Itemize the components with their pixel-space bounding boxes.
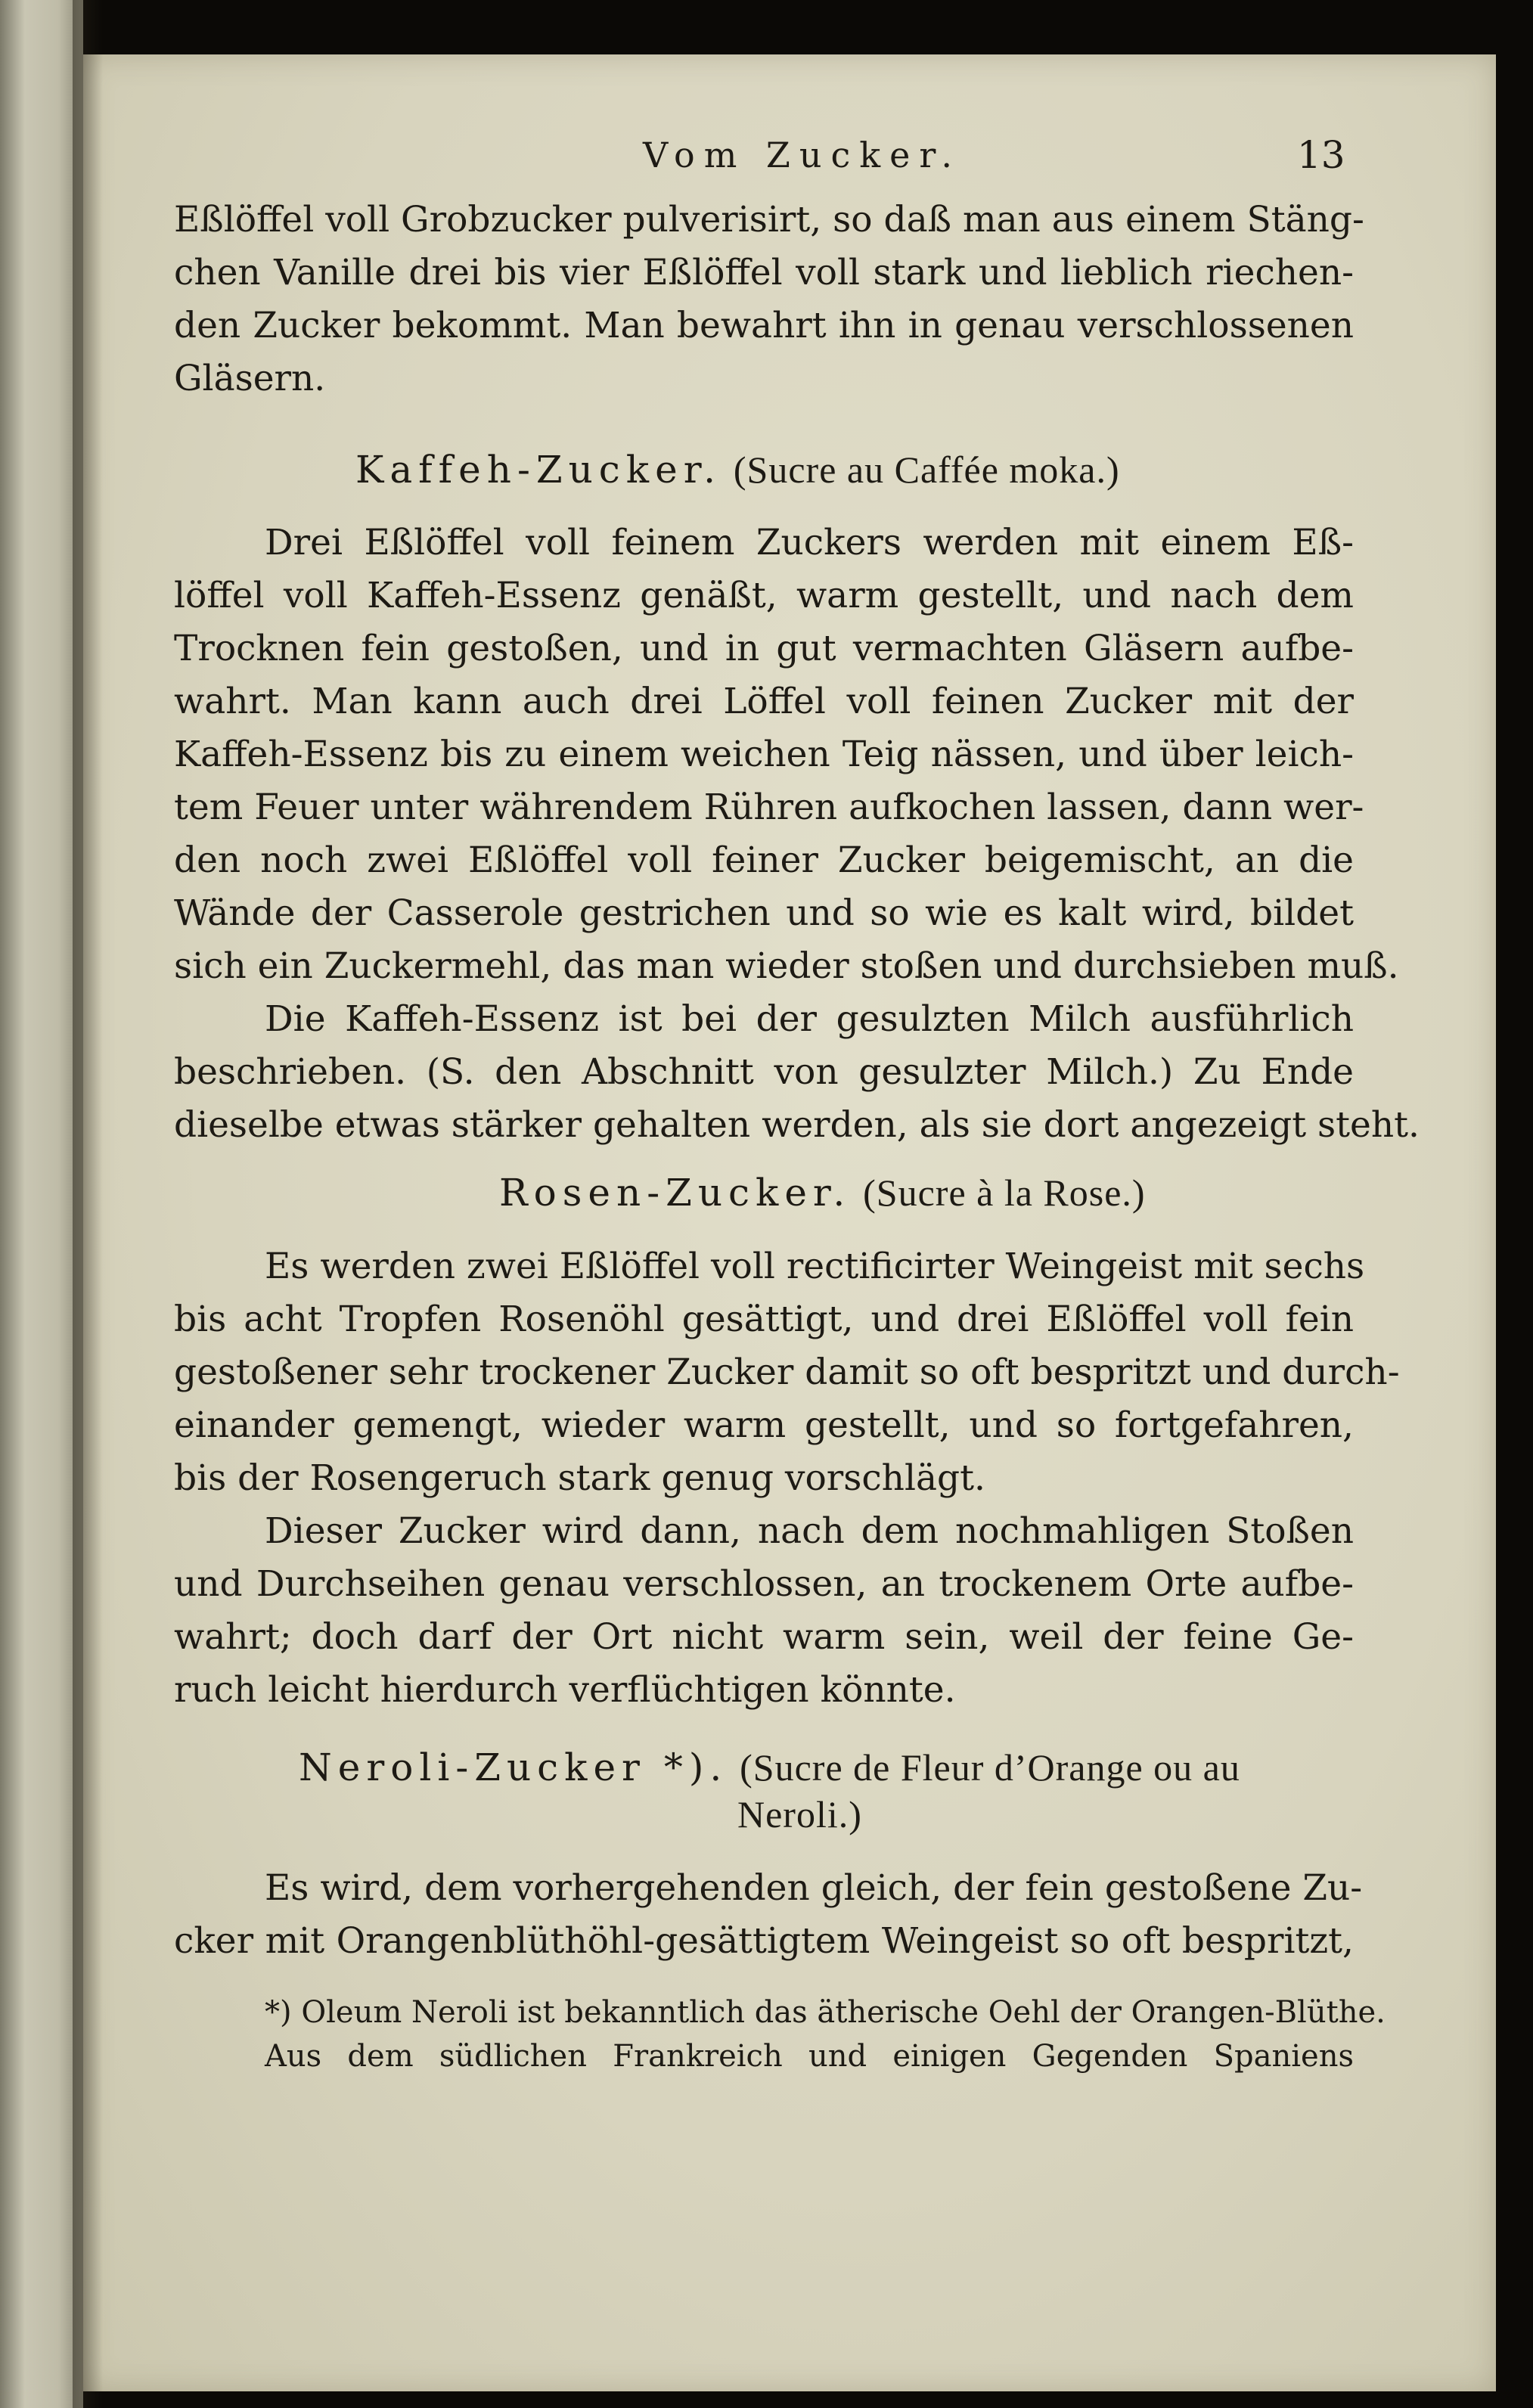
section-title-french: (Sucre à la Rose.) — [863, 1171, 1146, 1214]
text-line: wahrt. Man kann auch drei Löffel voll feinen Zucker mit der — [174, 681, 1354, 722]
text-line: tem Feuer unter währendem Rühren aufkochen lassen, dann wer- — [174, 787, 1364, 828]
text-line: Wände der Casserole gestrichen und so wie es kalt wird, bildet — [174, 892, 1354, 934]
footnote-line: Aus dem südlichen Frankreich und einigen Gegenden Spaniens — [265, 2039, 1354, 2074]
text-line: bis acht Tropfen Rosenöhl gesättigt, und drei Eßlöffel voll fein — [174, 1299, 1354, 1340]
text-line: beschrieben. (S. den Abschnitt von gesulzter Milch.) Zu Ende — [174, 1051, 1354, 1093]
text-line: Es wird, dem vorhergehenden gleich, der fein gestoßene Zu- — [265, 1867, 1363, 1909]
book-gutter — [0, 0, 83, 2408]
text-line: Eßlöffel voll Grobzucker pulverisirt, so daß man aus einem Stäng- — [174, 199, 1364, 240]
text-line: Trocknen fein gestoßen, und in gut vermachten Gläsern aufbe- — [174, 628, 1354, 669]
text-line: Die Kaffeh-Essenz ist bei der gesulzten Milch ausführlich — [265, 998, 1354, 1040]
section-title-french: (Sucre de Fleur d’Orange ou au — [740, 1746, 1240, 1789]
text-line: Gläsern. — [174, 358, 326, 399]
text-line: wahrt; doch darf der Ort nicht warm sein, weil der feine Ge- — [174, 1616, 1354, 1658]
section-title-german: Neroli-Zucker *). — [299, 1745, 728, 1789]
text-line: und Durchseihen genau verschlossen, an trockenem Orte aufbe- — [174, 1563, 1354, 1605]
running-head: Vom Zucker. — [643, 135, 961, 175]
text-line: dieselbe etwas stärker gehalten werden, als sie dort angezeigt steht. — [174, 1104, 1420, 1146]
text-line: einander gemengt, wieder warm gestellt, und so fortgefahren, — [174, 1404, 1354, 1446]
footnote-line: *) Oleum Neroli ist bekanntlich das ätherische Oehl der Orangen-Blüthe. — [265, 1995, 1386, 2030]
text-line: Kaffeh-Essenz bis zu einem weichen Teig nässen, und über leich- — [174, 734, 1354, 775]
text-line: sich ein Zuckermehl, das man wieder stoßen und durchsieben muß. — [174, 945, 1399, 987]
section-title-french: (Sucre au Caffée moka.) — [733, 448, 1120, 491]
section-title-german: Kaffeh-Zucker. — [355, 448, 722, 492]
section-title-french-continued: Neroli.) — [737, 1793, 862, 1835]
section-heading — [299, 1745, 1240, 1789]
section-title-german: Rosen-Zucker. — [499, 1171, 852, 1215]
text-line: ruch leicht hierdurch verflüchtigen könnte. — [174, 1669, 956, 1711]
text-line: gestoßener sehr trockener Zucker damit so oft bespritzt und durch- — [174, 1351, 1400, 1393]
gutter-shadow — [73, 0, 103, 2408]
text-line: löffel voll Kaffeh-Essenz genäßt, warm gestellt, und nach dem — [174, 575, 1354, 616]
section-heading — [355, 448, 1120, 492]
text-line: cker mit Orangenblüthöhl-gesättigtem Weingeist so oft bespritzt, — [174, 1920, 1354, 1962]
section-heading — [499, 1171, 1146, 1215]
text-line: den Zucker bekommt. Man bewahrt ihn in genau verschlossenen — [174, 305, 1354, 346]
text-line: chen Vanille drei bis vier Eßlöffel voll stark und lieblich riechen- — [174, 252, 1354, 293]
text-line: bis der Rosengeruch stark genug vorschlägt. — [174, 1457, 985, 1499]
page-number: 13 — [1297, 133, 1345, 177]
text-line: den noch zwei Eßlöffel voll feiner Zucker beigemischt, an die — [174, 839, 1354, 881]
text-line: Dieser Zucker wird dann, nach dem nochmahligen Stoßen — [265, 1510, 1354, 1552]
text-line: Es werden zwei Eßlöffel voll rectificirter Weingeist mit sechs — [265, 1246, 1365, 1287]
text-line: Drei Eßlöffel voll feinem Zuckers werden mit einem Eß- — [265, 522, 1354, 563]
